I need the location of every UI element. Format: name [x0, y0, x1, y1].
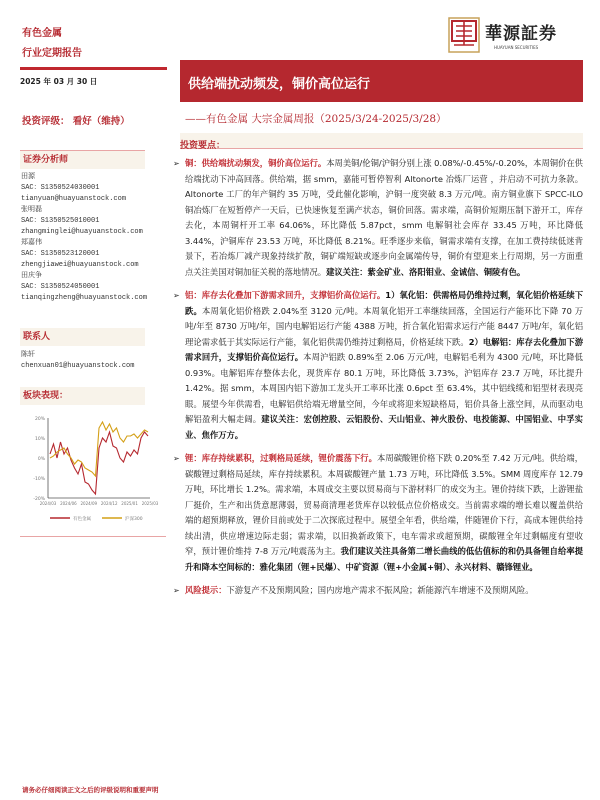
arrow-bullet-icon: ➢: [173, 586, 180, 595]
x-tick-label: 2024/09: [80, 501, 98, 506]
bullet-heading: 锂：库存持续累积，过剩格局延续，锂价震荡下行。: [185, 453, 377, 463]
analyst-name: 张明磊: [21, 206, 42, 214]
x-tick-label: 2024/06: [60, 501, 77, 506]
arrow-bullet-icon: ➢: [173, 291, 180, 300]
key-points-body: [173, 156, 583, 607]
y-tick-label: -20%: [33, 497, 45, 502]
contact-name: 陈轩: [21, 351, 35, 359]
analyst-email[interactable]: tianyuan@huayuanstock.com: [21, 195, 127, 203]
arrow-bullet-icon: ➢: [173, 159, 180, 168]
bullet-text: 本周氧化铝价格跌 2.04%至 3120 元/吨。本周氧化铝开工率继续回落，全国运行产能环比下降 70 万吨/年至 8730 万吨/年，国内电解铝运行产能 4388 万吨，折合氧化铝需求运行产能 8447 万吨/年，氧化铝理论需求低于其实际运行产能，氧化铝供需仍维持过剩格局，价格延续下跌。: [185, 305, 583, 347]
bullet-text: 下游复产不及预期风险；国内房地产需求不振风险；新能源汽车增速不及预期风险。: [226, 585, 534, 595]
analyst-email[interactable]: zhangminglei@huayuanstock.com: [21, 228, 143, 236]
series-line: [50, 432, 148, 494]
arrow-bullet-icon: ➢: [173, 454, 180, 463]
sector-performance-chart: [20, 412, 160, 530]
logo: [448, 17, 578, 55]
analyst-sac: SAC：S1350523120001: [21, 250, 100, 258]
bullet-text: 本周沪铝跌 0.89%至 2.06 万元/吨，电解铝毛利为 4300 元/吨，环比降低 0.93%。电解铝库存整体去化，现货库存 80.1 万吨，环比降低 3.73%，沪铝库存 23.7 万吨，环比提升 1.42%。据 smm，本周国内铝下游加工龙头开工率环比涨 0.6pct 至 63.4%，其中铝线缆和铝型材表现亮眼。展望今年供需看，电解铝供给端无增量空间，今年或将迎来短缺格局，铝价具备上涨空间，从而驱动电解铝盈利大幅走阔。: [185, 352, 583, 424]
y-tick-label: -10%: [33, 477, 45, 482]
page-subtitle: ——有色金属 大宗金属周报（2025/3/24-2025/3/28）: [185, 113, 447, 125]
title-bar: [180, 60, 583, 102]
bullet-text: 本周碳酸锂价格下跌 0.20%至 7.42 万元/吨。供给端，碳酸锂过剩格局延续，库存持续累积。本周碳酸锂产量 1.73 万吨，环比降低 3.5%。SMM 周度库存 12.79 万吨，环比增长 1.2%。需求端，本周成交主要以贸易商与下游材料厂的成交为主。锂价持续下跌，上游锂盐厂挺价，生产和出货意愿薄弱，贸易商清理老货库存以较低点位价格成交。当前需求端的增长难以覆盖供给端的超预期释放，锂价目前或处于二次探底过程中。展望全年看，供给端，伴随锂价下行，高成本锂供给持续出清，供应增速边际走弱；需求端，以旧换新政策下，电车需求或超预期，碳酸锂全年过剩幅度有望收窄，预计锂价维持 7-8 万元/吨震荡为主。: [185, 453, 583, 556]
footer-disclaimer: 请务必仔细阅读正文之后的评级说明和重要声明: [22, 786, 159, 794]
bullet-recommendation: 我们建议关注具备第二增长曲线的低估值标的和仍具备锂自给率提升和降本空间标的：雅化集团（锂+民爆）、中矿资源（锂+小金属+铜）、永兴材料、赣锋锂业。: [185, 546, 583, 572]
investment-rating: 投资评级： 看好（维持）: [22, 116, 130, 127]
page-title: 供给端扰动频发，铜价高位运行: [188, 77, 371, 92]
analyst-name: 田源: [21, 173, 35, 181]
analyst-email[interactable]: zhengjiawei@huayuanstock.com: [21, 261, 139, 269]
analysts-header: 证券分析师: [20, 151, 145, 169]
bullet-heading: 风险提示：: [185, 585, 227, 595]
x-tick-label: 2025/01: [121, 501, 138, 506]
x-tick-label: 2025/03: [141, 501, 159, 506]
x-tick-label: 2024/12: [100, 501, 118, 506]
contact-header: 联系人: [20, 328, 145, 346]
analyst-sac: SAC：S1350524030001: [21, 184, 100, 192]
bullet-copper: [173, 156, 583, 280]
analyst-sac: SAC：S1350524050001: [21, 283, 100, 291]
bullet-heading: 铝：库存去化叠加下游需求回升，支撑铝价高位运行。: [185, 290, 386, 300]
logo-mark-icon: [448, 17, 480, 53]
analyst-list: [21, 172, 147, 304]
bullet-risk: [173, 583, 583, 599]
x-tick-label: 2024/03: [39, 501, 57, 506]
analyst-email[interactable]: tianqingzheng@huayuanstock.com: [21, 294, 148, 302]
report-type-label: 行业定期报告: [22, 48, 82, 59]
bullet-aluminum: [173, 288, 583, 443]
contact-info: [21, 350, 134, 372]
legend-label: 沪深300: [125, 517, 143, 522]
y-tick-label: 10%: [34, 437, 45, 442]
contact-email[interactable]: chenxuan01@huayuanstock.com: [21, 362, 135, 370]
analyst-name: 郑嘉伟: [21, 239, 42, 247]
logo-subtext: HUAYUAN SECURITIES: [494, 45, 539, 50]
divider: [20, 67, 167, 70]
logo-text: 華源証券: [485, 24, 557, 44]
legend-label: 有色金属: [73, 517, 91, 522]
bullet-text: 本周美铜/伦铜/沪铜分别上涨 0.08%/-0.45%/-0.20%，本周铜价在供给端扰动下冲高回落。供给端，据 smm，嘉能可暂停智利 Altonorte 冶炼厂运营 ，并启动不可抗力条款。Altonorte 工厂的年产铜约 35 万吨，受此催化影响，沪铜一度突破 8.3 万元/吨。南方铜业旗下 SPCC-ILO 铜冶炼厂在短暂停产一天后，已快速恢复至满产状态，铜价回落。需求端，高铜价短期压制下游开工，库存去化，本周铜杆开工率 64.06%，环比降低 5.87pct，smm 电解铜社会库存 33.45 万吨，环比降低 3.44%，沪铜库存 23.53 万吨，环比降低 8.21%。旺季逐步来临，铜需求端有支撑，在加工费持续低迷背景下，若冶炼厂减产现象持续扩散，铜矿端短缺或逐步向金属端传导，铜价有望迎来上行周期，另一方面重点关注美国对铜加征关税的落地情况。: [185, 158, 583, 277]
bullet-heading: 铜：供给端扰动频发，铜价高位运行。: [185, 158, 327, 168]
y-tick-label: 0%: [37, 457, 45, 462]
key-points-label: 投资要点：: [180, 141, 226, 151]
divider: [20, 536, 166, 537]
bullet-subheading: 2）电解铝：库存去化叠加下游需求回升，支撑铝价高位运行。: [185, 336, 583, 362]
analyst-sac: SAC：S1350525010001: [21, 217, 100, 225]
report-date: 2025 年 03 月 30 日: [20, 77, 98, 86]
sector-label: 有色金属: [22, 28, 62, 39]
bullet-recommendation: 建议关注：宏创控股、云铝股份、天山铝业、神火股份、电投能源、中国铝业、中孚实业、焦作万方。: [185, 414, 583, 440]
performance-header: 板块表现：: [20, 387, 145, 405]
bullet-subheading: 1）氧化铝：供需格局仍维持过剩，氧化铝价格延续下跌。: [185, 290, 583, 316]
y-tick-label: 20%: [34, 417, 45, 422]
analyst-name: 田庆争: [21, 272, 42, 280]
bullet-lithium: [173, 451, 583, 575]
key-points-header: [180, 133, 583, 149]
bullet-recommendation: 建议关注：紫金矿业、洛阳钼业、金诚信、铜陵有色。: [326, 266, 526, 277]
